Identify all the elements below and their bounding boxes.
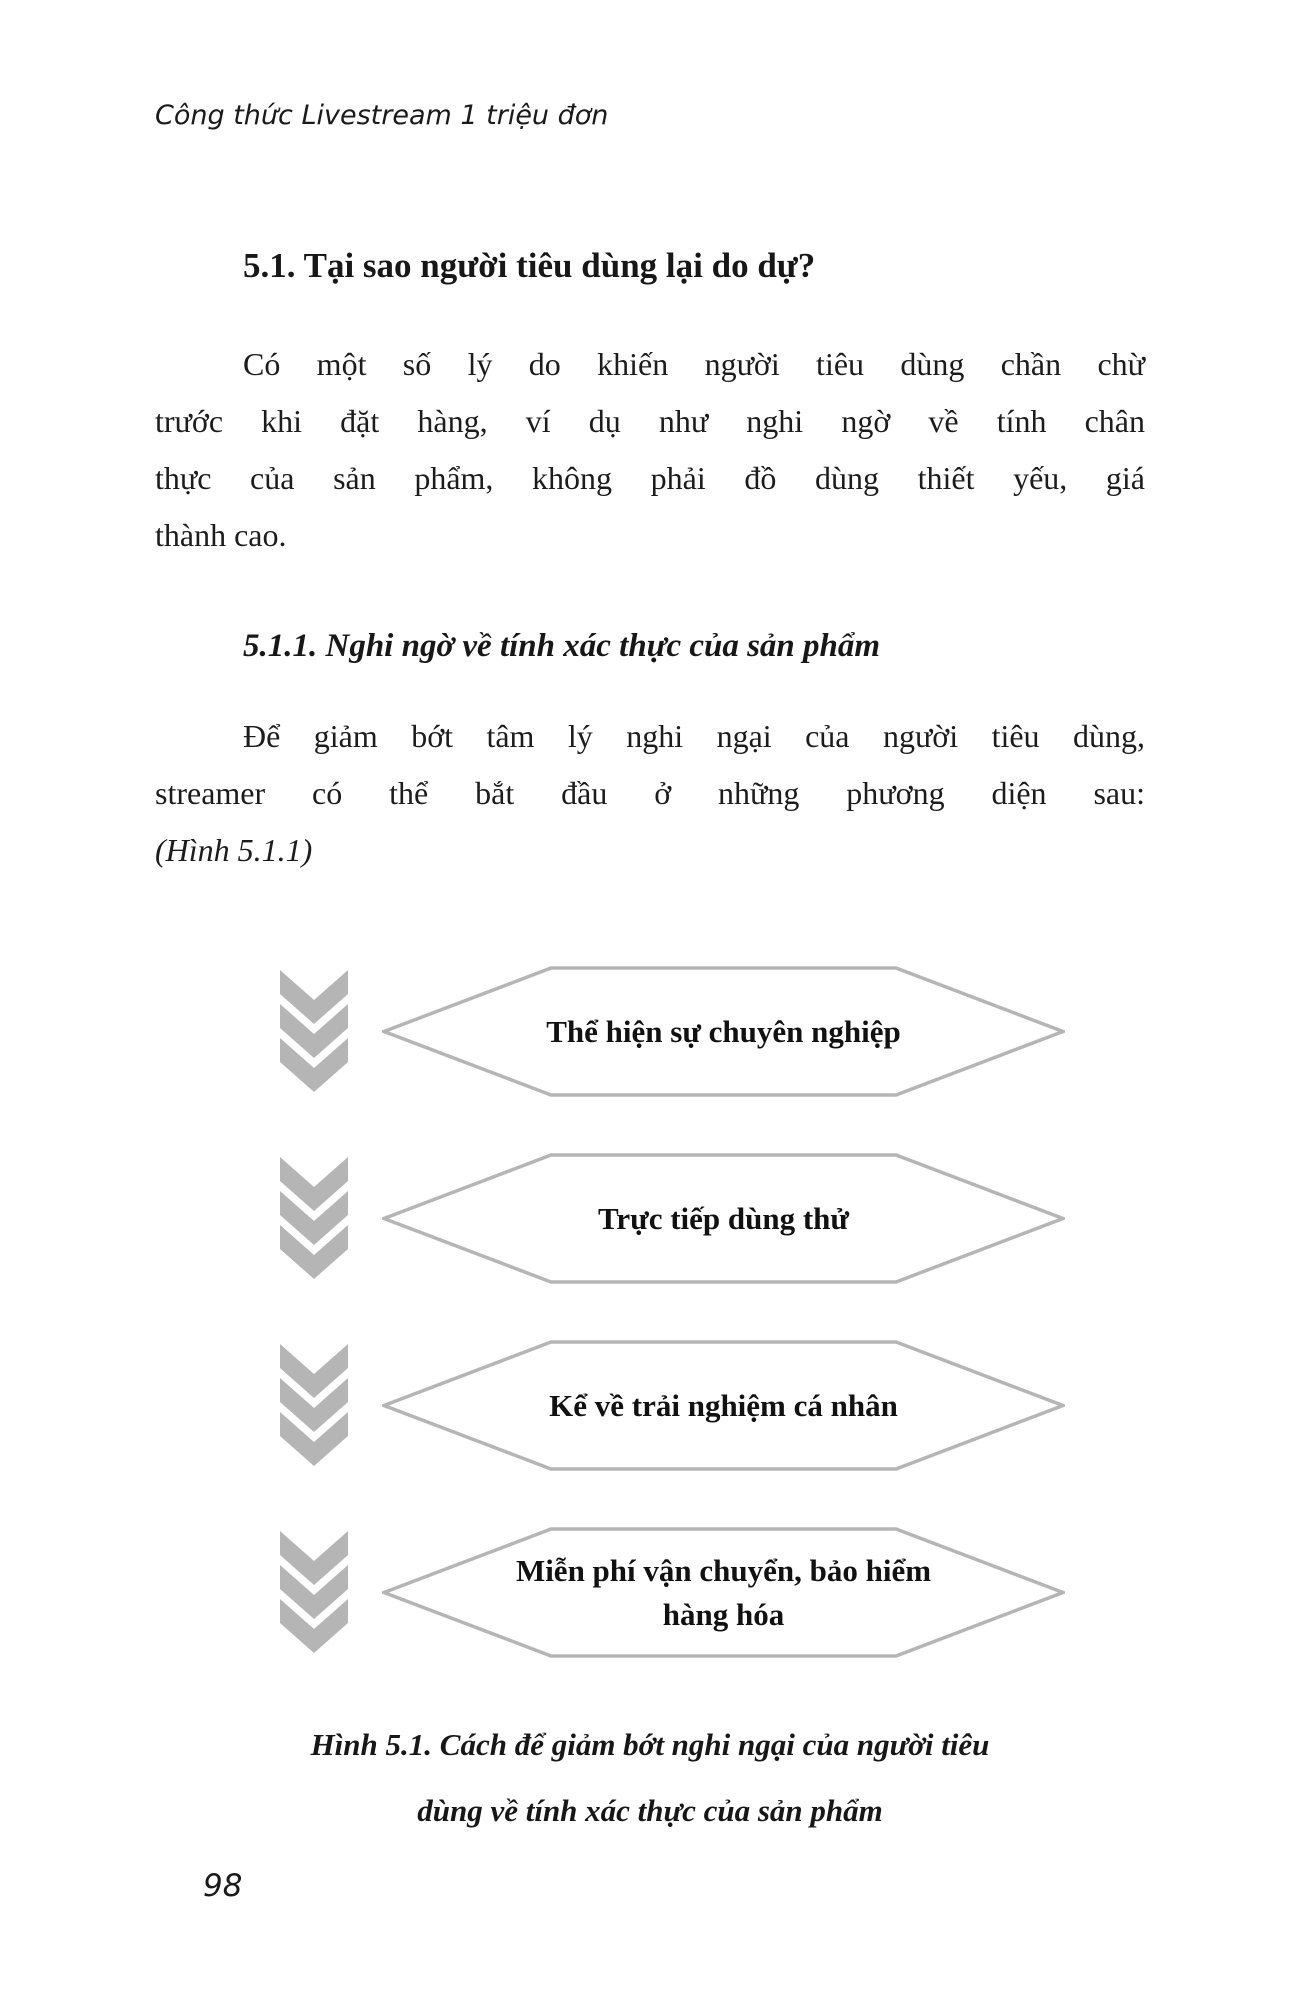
hexagon-label: Thể hiện sự chuyên nghiệp: [546, 1013, 901, 1049]
figure-caption-line: Hình 5.1. Cách để giảm bớt nghi ngại của người tiêu: [310, 1727, 990, 1762]
paragraph-line: streamer có thể bắt đầu ở những phương diện sau:: [155, 775, 1145, 811]
hexagon-shape: [382, 1527, 1065, 1658]
hexagon-shape: [382, 966, 1065, 1097]
figure-reference: (Hình 5.1.1): [155, 832, 313, 868]
section-paragraph: [155, 336, 1145, 564]
hexagon-shape: [382, 1340, 1065, 1471]
triple-chevron-down-icon: [280, 1344, 348, 1466]
figure-caption: [155, 1712, 1145, 1844]
paragraph-line: thành cao.: [155, 517, 287, 553]
hexagon-label: Kể về trải nghiệm cá nhân: [549, 1387, 898, 1423]
triple-chevron-down-icon: [280, 1157, 348, 1279]
hexagon-shape: [382, 1153, 1065, 1284]
triple-chevron-down-icon: [280, 970, 348, 1092]
section-title: 5.1. Tại sao người tiêu dùng lại do dự?: [243, 246, 816, 285]
running-header: Công thức Livestream 1 triệu đơn: [155, 100, 609, 131]
subsection-title: 5.1.1. Nghi ngờ về tính xác thực của sản phẩm: [243, 628, 881, 664]
paragraph-line: Để giảm bớt tâm lý nghi ngại của người tiêu dùng,: [243, 718, 1145, 754]
paragraph-line: trước khi đặt hàng, ví dụ như nghi ngờ về tính chân: [155, 403, 1145, 439]
hexagon-label: Miễn phí vận chuyển, bảo hiểm hàng hóa: [515, 1552, 932, 1632]
paragraph-line: Có một số lý do khiến người tiêu dùng chần chừ: [243, 346, 1145, 382]
figure-item-row: [280, 1527, 1070, 1658]
triple-chevron-down-icon: [280, 1531, 348, 1653]
paragraph-line: thực của sản phẩm, không phải đồ dùng thiết yếu, giá: [155, 460, 1145, 496]
page-number: 98: [203, 1868, 243, 1904]
figure-item-row: [280, 1340, 1070, 1471]
figure-item-row: [280, 1153, 1070, 1284]
figure-item-row: [280, 966, 1070, 1097]
subsection-paragraph: [155, 708, 1145, 879]
figure-caption-line: dùng về tính xác thực của sản phẩm: [417, 1793, 883, 1828]
hexagon-label: Trực tiếp dùng thử: [597, 1200, 850, 1236]
